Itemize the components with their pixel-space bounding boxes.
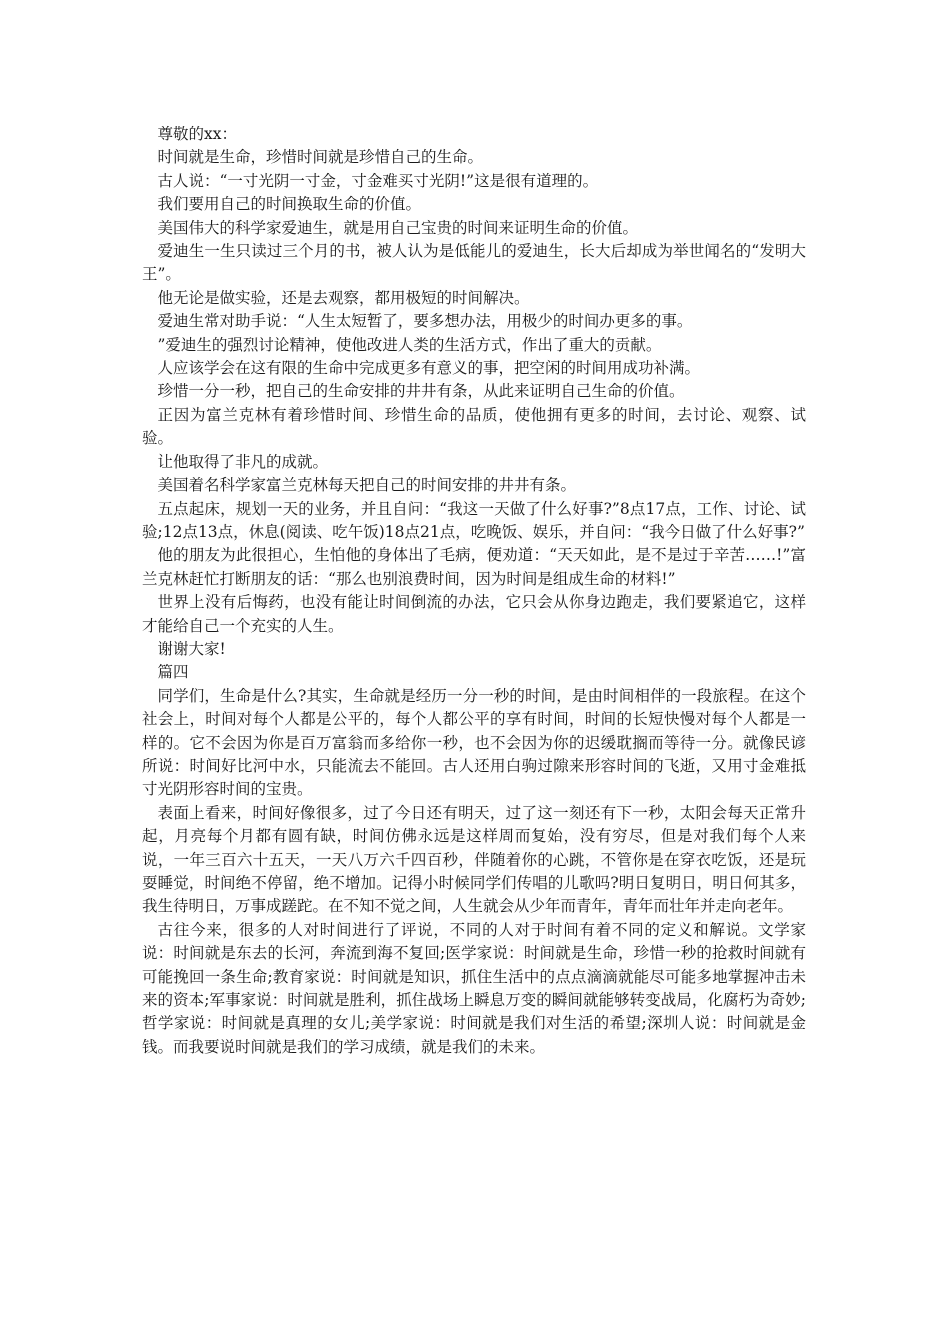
paragraph: 时间就是生命，珍惜时间就是珍惜自己的生命。: [157, 148, 484, 167]
document-page: [142, 123, 806, 1059]
paragraph: 美国伟大的科学家爱迪生，就是用自己宝贵的时间来证明生命的价值。: [157, 218, 639, 237]
paragraph: 古人说：“一寸光阴一寸金，寸金难买寸光阴!”这是很有道理的。: [157, 171, 599, 190]
paragraph: 人应该学会在这有限的生命中完成更多有意义的事，把空闲的时间用成功补满。: [157, 359, 701, 378]
paragraph: 他的朋友为此很担心，生怕他的身体出了毛病，便劝道：“天天如此，是不是过于辛苦……!”富兰克林赶忙打断朋友的话：“那么也别浪费时间，因为时间是组成生命的材料!”: [142, 546, 806, 588]
paragraph: 古往今来，很多的人对时间进行了评说，不同的人对于时间有着不同的定义和解说。文学家说：时间就是东去的长河，奔流到海不复回;医学家说：时间就是生命，珍惜一秒的抢救时间就有可能挽回一条生命;教育家说：时间就是知识，抓住生活中的点点滴滴就能尽可能多地掌握冲击未来的资本;军事家说：时间就是胜利，抓住战场上瞬息万变的瞬间就能够转变战局，化腐朽为奇妙;哲学家说：时间就是真理的女儿;美学家说：时间就是我们对生活的希望;深圳人说：时间就是金钱。而我要说时间就是我们的学习成绩，就是我们的未来。: [142, 920, 806, 1056]
paragraph: 珍惜一分一秒，把自己的生命安排的井井有条，从此来证明自己生命的价值。: [157, 382, 685, 401]
paragraph: 美国着名科学家富兰克林每天把自己的时间安排的井井有条。: [157, 476, 577, 495]
paragraph: 表面上看来，时间好像很多，过了今日还有明天，过了这一刻还有下一秒，太阳会每天正常升起，月亮每个月都有圆有缺，时间仿佛永远是这样周而复始，没有穷尽，但是对我们每个人来说，一年三百六十五天，一天八万六千四百秒，伴随着你的心跳，不管你是在穿衣吃饭，还是玩耍睡觉，时间绝不停留，绝不增加。记得小时候同学们传唱的儿歌吗?明日复明日，明日何其多，我生待明日，万事成蹉跎。在不知不觉之间，人生就会从少年而青年，青年而壮年并走向老年。: [142, 803, 806, 916]
paragraph: 五点起床，规划一天的业务，并且自问：“我这一天做了什么好事?”8点17点，工作、讨论、试验;12点13点，休息(阅读、吃午饭)18点21点，吃晚饭、娱乐，并自问：“我今日做了什么好事?”: [142, 499, 806, 541]
paragraph: 同学们，生命是什么?其实，生命就是经历一分一秒的时间，是由时间相伴的一段旅程。在这个社会上，时间对每个人都是公平的，每个人都公平的享有时间，时间的长短快慢对每个人都是一样的。它不会因为你是百万富翁而多给你一秒，也不会因为你的迟缓耽搁而等待一分。就像民谚所说：时间好比河中水，只能流去不能回。古人还用白驹过隙来形容时间的飞逝，又用寸金难抵寸光阴形容时间的宝贵。: [142, 686, 806, 799]
paragraph: 爱迪生一生只读过三个月的书，被人认为是低能儿的爱迪生，长大后却成为举世闻名的“发明大王”。: [142, 242, 806, 284]
paragraph: 我们要用自己的时间换取生命的价值。: [157, 195, 422, 214]
greeting: 尊敬的xx：: [157, 125, 237, 143]
paragraph: 爱迪生常对助手说：“人生太短暂了，要多想办法，用极少的时间办更多的事。: [157, 312, 693, 331]
closing: 谢谢大家!: [157, 639, 226, 658]
paragraph: 正因为富兰克林有着珍惜时间、珍惜生命的品质，使他拥有更多的时间，去讨论、观察、试验。: [142, 405, 806, 448]
paragraph: ”爱迪生的强烈讨论精神，使他改进人类的生活方式，作出了重大的贡献。: [157, 335, 662, 354]
paragraph: 让他取得了非凡的成就。: [157, 452, 329, 471]
paragraph: 世界上没有后悔药，也没有能让时间倒流的办法，它只会从你身边跑走，我们要紧追它，这样才能给自己一个充实的人生。: [142, 593, 806, 635]
paragraph: 他无论是做实验，还是去观察，都用极短的时间解决。: [157, 288, 530, 307]
section-heading: 篇四: [157, 663, 189, 682]
